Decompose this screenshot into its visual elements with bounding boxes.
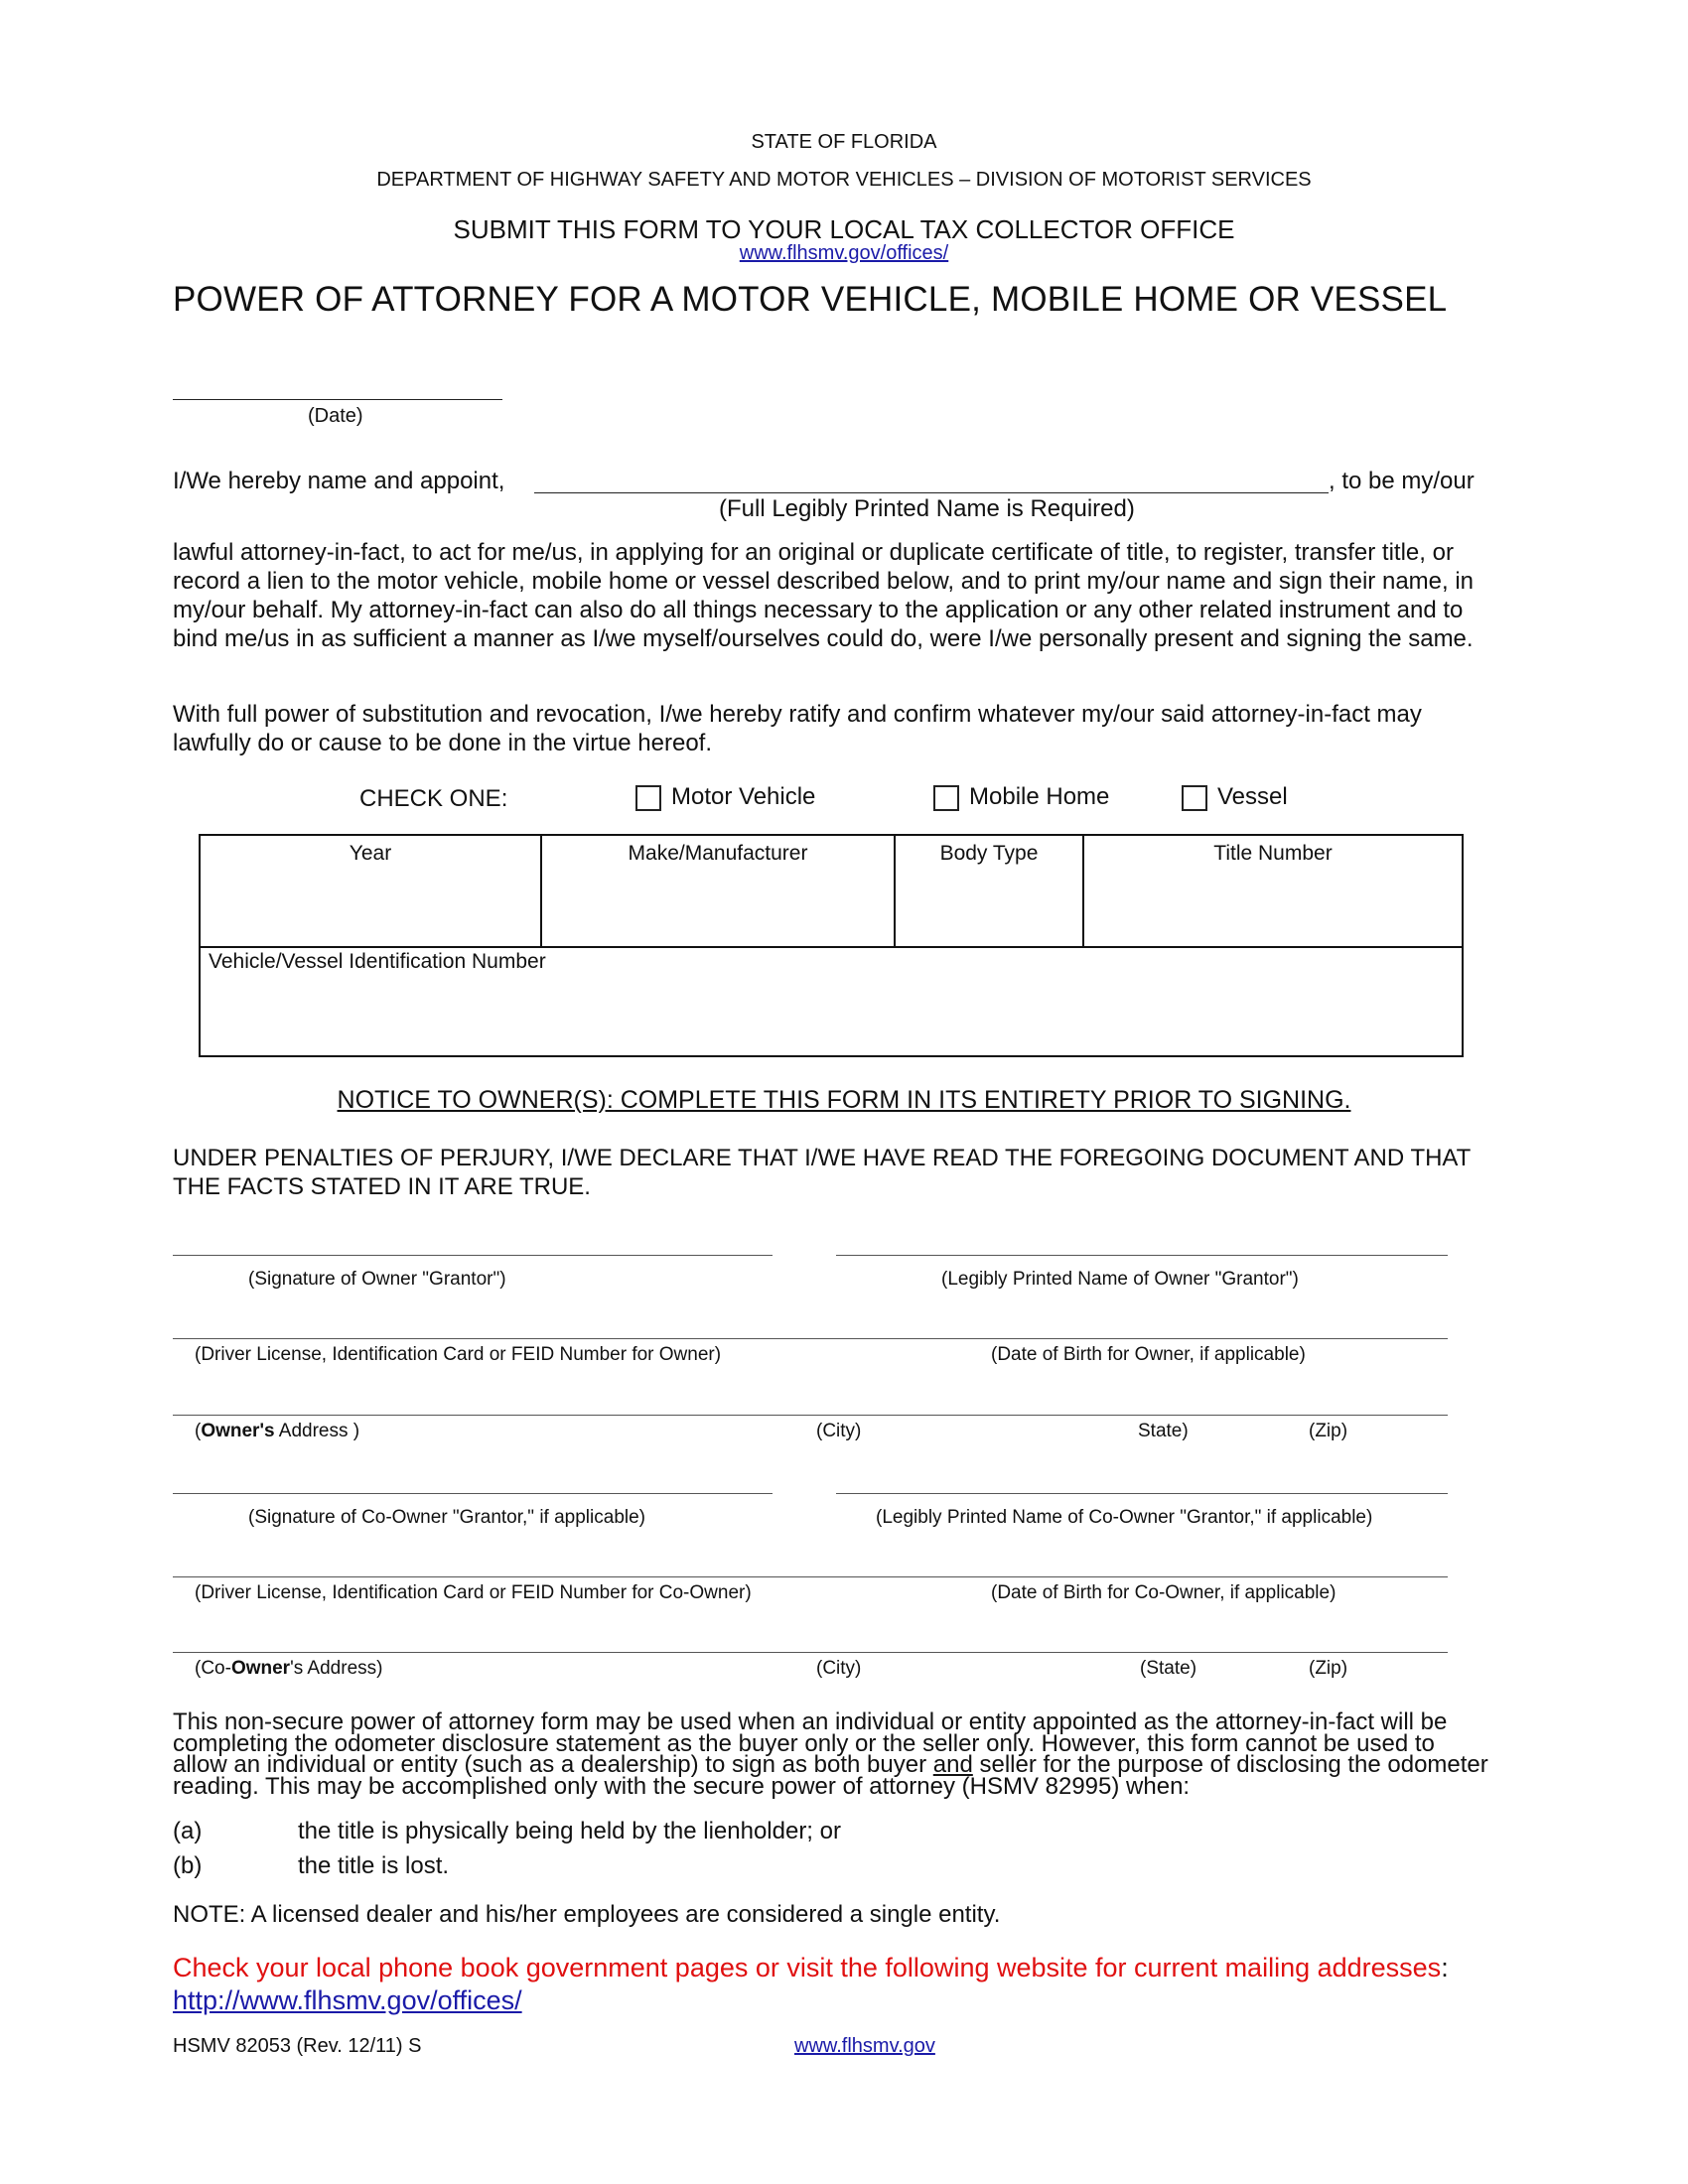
make-header: Make/Manufacturer — [628, 842, 808, 865]
owner-address-bold: Owner's — [201, 1421, 275, 1441]
ratify-paragraph: With full power of substitution and revocation, I/we hereby ratify and confirm whatever my/our said attorney-in-fact may lawfully do or cause to be done in the virtue hereof. — [173, 701, 1422, 756]
coowner-address-rest: 's Address) — [290, 1658, 383, 1679]
attorney-name-label: (Full Legibly Printed Name is Required) — [719, 495, 1135, 522]
title-number-header: Title Number — [1213, 842, 1333, 865]
appoint-prefix: I/We hereby name and appoint, — [173, 468, 505, 494]
owner-state-label: State) — [1138, 1421, 1189, 1441]
condition-b-text: the title is lost. — [298, 1852, 450, 1879]
state-heading: STATE OF FLORIDA — [751, 131, 937, 153]
mailing-link[interactable]: http://www.flhsmv.gov/offices/ — [173, 1985, 522, 2015]
owner-license-label: (Driver License, Identification Card or FEID Number for Owner) — [195, 1344, 722, 1365]
owner-dob-label: (Date of Birth for Owner, if applicable) — [991, 1344, 1306, 1365]
option-mobile-home[interactable] — [933, 782, 1109, 811]
owner-address-line[interactable] — [173, 1415, 1448, 1416]
body-type-header: Body Type — [939, 842, 1039, 865]
footer-link[interactable]: www.flhsmv.gov — [794, 2035, 935, 2057]
nonsecure-part2: seller for the purpose of disclosing the odometer reading. This may be accomplished only with the secure power of attorney (HSMV 82995) when: — [173, 1751, 1488, 1800]
motor-vehicle-label: Motor Vehicle — [671, 783, 816, 810]
coowner-address-open: (Co- — [195, 1658, 231, 1679]
condition-a-mark: (a) — [173, 1818, 203, 1844]
coowner-license-label: (Driver License, Identification Card or FEID Number for Co-Owner) — [195, 1582, 752, 1603]
dealer-note: NOTE: A licensed dealer and his/her employees are considered a single entity. — [173, 1901, 1001, 1928]
submit-instruction: SUBMIT THIS FORM TO YOUR LOCAL TAX COLLECTOR OFFICE — [453, 214, 1235, 244]
coowner-name-line[interactable] — [836, 1493, 1448, 1494]
offices-link-header — [0, 242, 1688, 265]
coowner-city-label: (City) — [816, 1658, 862, 1679]
offices-link[interactable]: www.flhsmv.gov/offices/ — [739, 242, 949, 264]
notice-heading: NOTICE TO OWNER(S): COMPLETE THIS FORM IN ITS ENTIRETY PRIOR TO SIGNING. — [337, 1086, 1351, 1114]
authority-paragraph: lawful attorney-in-fact, to act for me/us, in applying for an original or duplicate certificate of title, to register, transfer title, or record a lien to the motor vehicle, mobile home or vessel described below, and to print my/our name and sign their name, in my/our behalf. My attorney-in-fact can also do all things necessary to the application or any other related instrument and to bind me/us in as sufficient a manner as I/we myself/ourselves could do, were I/we personally present and signing the same. — [173, 539, 1475, 652]
condition-b-mark: (b) — [173, 1852, 203, 1879]
mobile-home-label: Mobile Home — [969, 783, 1110, 810]
option-vessel[interactable] — [1182, 782, 1288, 811]
coowner-zip-label: (Zip) — [1309, 1658, 1348, 1679]
attorney-name-line[interactable] — [534, 492, 1329, 493]
mailing-notice — [173, 1952, 1503, 2017]
nonsecure-and: and — [932, 1751, 973, 1778]
footer-link-wrap — [794, 2035, 935, 2058]
coowner-address-label — [195, 1658, 382, 1680]
year-header: Year — [349, 842, 392, 865]
option-motor-vehicle[interactable] — [635, 782, 815, 811]
mailing-colon: : — [1441, 1953, 1449, 1982]
owner-address-rest: Address ) — [274, 1421, 360, 1441]
coowner-address-line[interactable] — [173, 1652, 1448, 1653]
motor-vehicle-checkbox[interactable] — [635, 785, 661, 811]
department-heading: DEPARTMENT OF HIGHWAY SAFETY AND MOTOR VEHICLES – DIVISION OF MOTORIST SERVICES — [376, 169, 1312, 191]
coowner-state-label: (State) — [1140, 1658, 1197, 1679]
owner-signature-label: (Signature of Owner "Grantor") — [248, 1269, 506, 1290]
coowner-license-line[interactable] — [173, 1576, 1448, 1577]
nonsecure-paragraph — [173, 1708, 1489, 1800]
vin-field[interactable] — [199, 946, 1464, 1057]
vehicle-info-table — [199, 834, 1464, 948]
vin-label: Vehicle/Vessel Identification Number — [209, 950, 546, 973]
coowner-signature-label: (Signature of Co-Owner "Grantor," if applicable) — [248, 1507, 646, 1528]
coowner-signature-line[interactable] — [173, 1493, 773, 1494]
owner-signature-line[interactable] — [173, 1255, 773, 1256]
nonsecure-part1: This non-secure power of attorney form may be used when an individual or entity appointed as the attorney-in-fact will be completing the odometer disclosure statement as the buyer only or the seller only. However, this form cannot be used to allow an individual or entity (such as a dealership) to sign as both buyer — [173, 1708, 1448, 1778]
coowner-name-label: (Legibly Printed Name of Co-Owner "Grantor," if applicable) — [876, 1507, 1373, 1528]
mailing-text: Check your local phone book government pages or visit the following website for current mailing addresses — [173, 1953, 1442, 1982]
owner-license-line[interactable] — [173, 1338, 1448, 1339]
title-number-cell[interactable] — [1083, 835, 1463, 947]
form-id: HSMV 82053 (Rev. 12/11) S — [173, 2035, 422, 2057]
year-cell[interactable] — [200, 835, 541, 947]
perjury-statement: UNDER PENALTIES OF PERJURY, I/WE DECLARE THAT I/WE HAVE READ THE FOREGOING DOCUMENT AND THAT THE FACTS STATED IN IT ARE TRUE. — [173, 1145, 1471, 1200]
owner-address-open: ( — [195, 1421, 202, 1441]
owner-address-label — [195, 1421, 359, 1442]
coowner-address-bold: Owner — [230, 1658, 291, 1679]
mobile-home-checkbox[interactable] — [933, 785, 959, 811]
appoint-suffix: , to be my/our — [1329, 468, 1475, 494]
owner-city-label: (City) — [816, 1421, 862, 1441]
owner-zip-label: (Zip) — [1309, 1421, 1348, 1441]
form-title: POWER OF ATTORNEY FOR A MOTOR VEHICLE, MOBILE HOME OR VESSEL — [173, 280, 1448, 319]
check-one-label: CHECK ONE: — [359, 785, 508, 812]
date-line[interactable] — [173, 399, 502, 400]
make-cell[interactable] — [541, 835, 895, 947]
condition-a-text: the title is physically being held by the lienholder; or — [298, 1818, 841, 1844]
date-label: (Date) — [308, 405, 363, 427]
owner-name-label: (Legibly Printed Name of Owner "Grantor") — [941, 1269, 1299, 1290]
vessel-checkbox[interactable] — [1182, 785, 1207, 811]
coowner-dob-label: (Date of Birth for Co-Owner, if applicable) — [991, 1582, 1336, 1603]
vessel-label: Vessel — [1217, 783, 1288, 810]
body-type-cell[interactable] — [895, 835, 1083, 947]
owner-name-line[interactable] — [836, 1255, 1448, 1256]
